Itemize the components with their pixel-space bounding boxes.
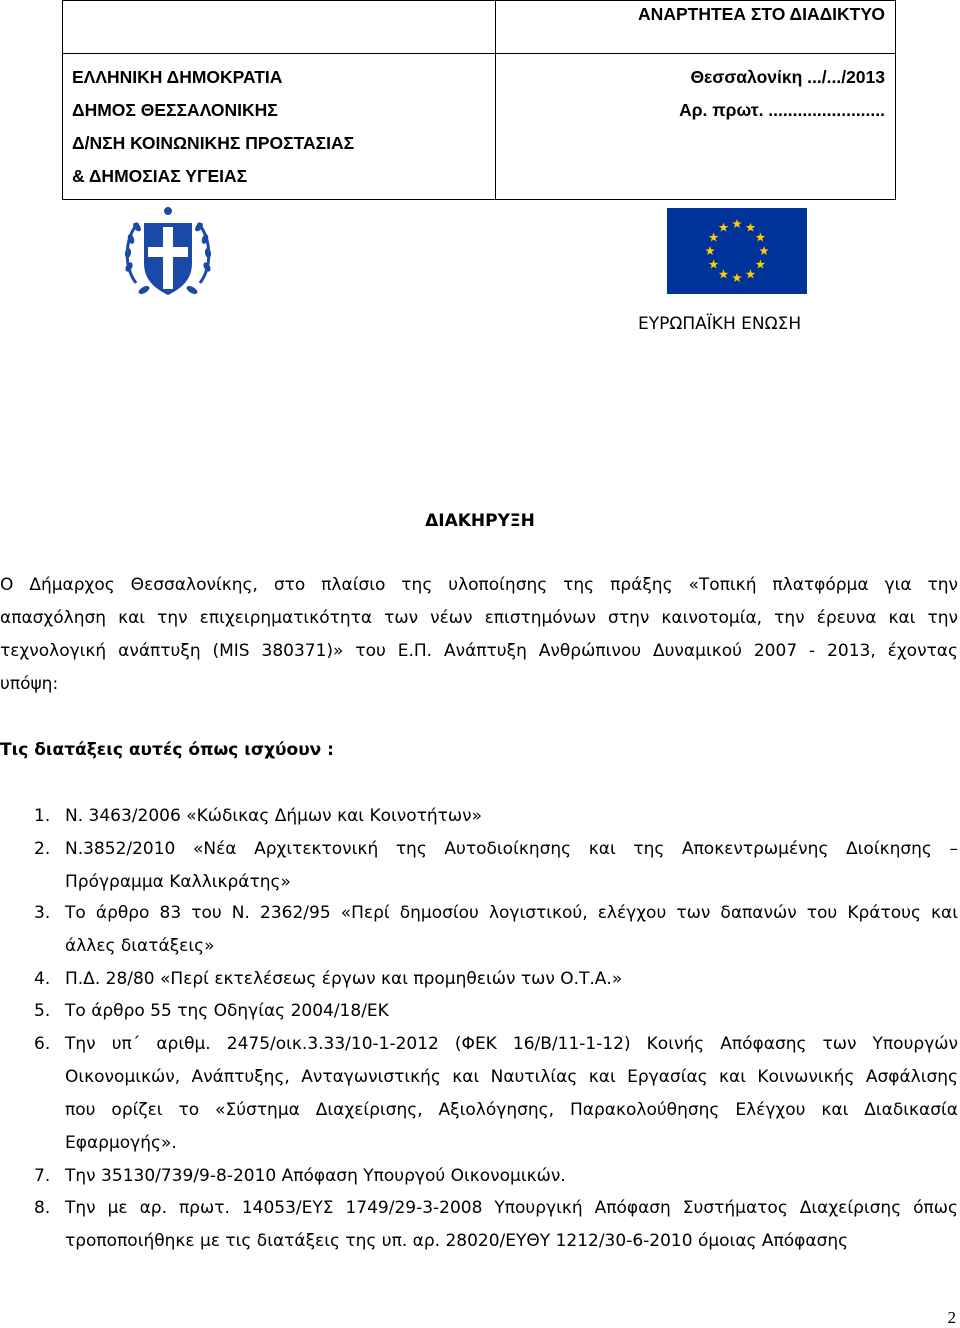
protocol-number: Αρ. πρωτ. ........................ (679, 100, 885, 120)
list-item-text: Ν. 3463/2006 «Κώδικας Δήμων και Κοινοτήτων» (65, 806, 483, 826)
date-line: Θεσσαλονίκη .../.../2013 (690, 67, 885, 87)
list-item-text: Την με αρ. πρωτ. 14053/ΕΥΣ 1749/29-3-2008 Υπουργική Απόφαση Συστήματος Διαχείρισης όπως (65, 1198, 958, 1218)
list-item-number: 5. (34, 1001, 51, 1021)
document-title: ΔΙΑΚΗΡΥΞΗ (425, 511, 535, 531)
list-item-text (65, 839, 958, 859)
authority-line: ΔΗΜΟΣ ΘΕΣΣΑΛΟΝΙΚΗΣ (72, 100, 278, 120)
list-item-number: 4. (34, 969, 51, 989)
greek-state-emblem-icon (118, 205, 218, 305)
list-item-number: 3. (34, 903, 51, 923)
list-item-number: 2. (34, 839, 51, 859)
list-item-text: που ορίζει το «Σύστημα Διαχείρισης, Αξιολόγησης, Παρακολούθησης Ελέγχου και Διαδικασία (65, 1100, 958, 1120)
authority-line: Δ/ΝΣΗ ΚΟΙΝΩΝΙΚΗΣ ΠΡΟΣΤΑΣΙΑΣ (72, 133, 355, 153)
list-item-text: Την 35130/739/9-8-2010 Απόφαση Υπουργού Οικονομικών. (65, 1166, 566, 1186)
header-table (62, 0, 896, 200)
authority-line: ΕΛΛΗΝΙΚΗ ΔΗΜΟΚΡΑΤΙΑ (72, 67, 283, 87)
list-item-text: Οικονομικών, Ανάπτυξης, Ανταγωνιστικής και Ναυτιλίας και Εργασίας και Κοινωνικής Ασφάλισης (65, 1067, 958, 1087)
list-item-line: Ν.3852/2010 «Νέα Αρχιτεκτονική της Αυτοδιοίκησης και της Αποκεντρωμένης Διοίκησης – (65, 839, 958, 859)
authority-line: & ΔΗΜΟΣΙΑΣ ΥΓΕΙΑΣ (72, 166, 248, 186)
list-item-number: 1. (34, 806, 51, 826)
list-item-text: τροποποιήθηκε με τις διατάξεις της υπ. αρ. 28020/ΕΥΘΥ 1212/30-6-2010 όμοιας Απόφασης (65, 1231, 849, 1251)
list-item-text: Το άρθρο 83 του Ν. 2362/95 «Περί δημοσίου λογιστικού, ελέγχου των δαπανών του Κράτους και (65, 903, 958, 923)
list-item-text: Το άρθρο 55 της Οδηγίας 2004/18/ΕΚ (65, 1001, 389, 1021)
list-item-text: Εφαρμογής». (65, 1133, 177, 1153)
list-item-text: άλλες διατάξεις» (65, 936, 215, 956)
posting-notice: ΑΝΑΡΤΗΤΕΑ ΣΤΟ ΔΙΑΔΙΚΤΥΟ (638, 4, 885, 24)
page-number: 2 (947, 1308, 956, 1327)
eu-flag-icon (667, 208, 807, 294)
header-divider (495, 1, 496, 199)
eu-caption: ΕΥΡΩΠΑΪΚΗ ΕΝΩΣΗ (638, 314, 802, 334)
list-item-number: 6. (34, 1034, 51, 1054)
intro-line: υπόψη: (0, 674, 59, 694)
intro-line: απασχόληση και την επιχειρηματικότητα των νέων επιστημόνων στην καινοτομία, την έρευνα και την (0, 608, 958, 628)
list-item-text: Πρόγραμμα Καλλικράτης» (65, 872, 291, 892)
list-item-number: 7. (34, 1166, 51, 1186)
intro-line: τεχνολογική ανάπτυξη (MIS 380371)» του Ε.Π. Ανάπτυξη Ανθρώπινου Δυναμικού 2007 - 2013, έχοντας (0, 641, 958, 661)
list-item-text: Την υπ΄ αριθμ. 2475/οικ.3.33/10-1-2012 (ΦΕΚ 16/Β/11-1-12) Κοινής Απόφασης των Υπουργών (65, 1034, 958, 1054)
list-item-number: 8. (34, 1198, 51, 1218)
intro-line: Ο Δήμαρχος Θεσσαλονίκης, στο πλαίσιο της υλοποίησης της πράξης «Τοπική πλατφόρμα για την (0, 575, 958, 595)
provisions-heading: Τις διατάξεις αυτές όπως ισχύουν : (0, 740, 334, 760)
list-item-text: Π.Δ. 28/80 «Περί εκτελέσεως έργων και προμηθειών των Ο.Τ.Α.» (65, 969, 623, 989)
